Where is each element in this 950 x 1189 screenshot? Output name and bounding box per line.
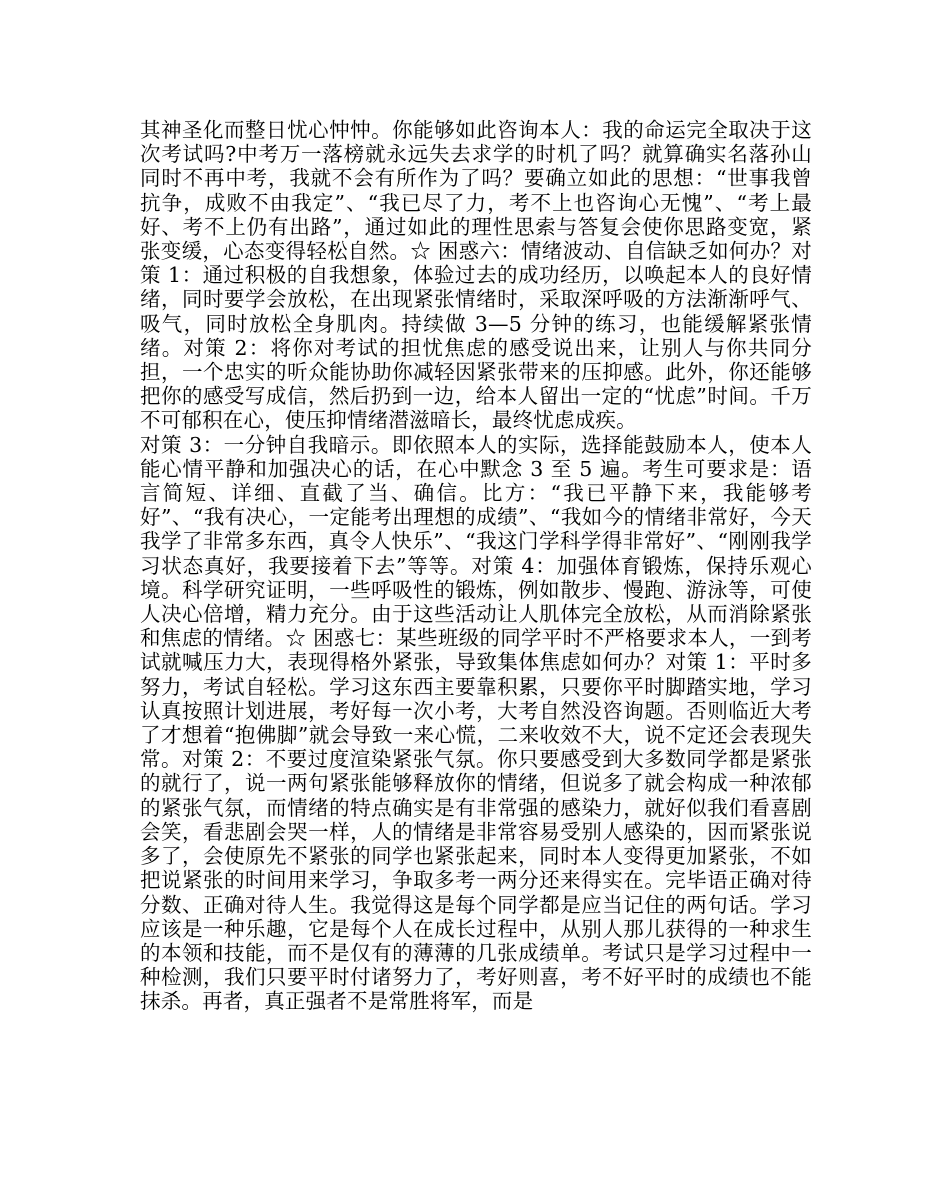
paragraph-1: 其神圣化而整日忧心忡忡。你能够如此咨询本人：我的命运完全取决于这次考试吗?中考万一落榜就永远失去求学的时机了吗？就算确实名落孙山同时不再中考，我就不会有所作为了吗？要确立如此的思想：“世事我曾抗争，成败不由我定”、“我已尽了力，考不上也咨询心无愧”、“考上最好、考不上仍有出路”，通过如此的理性思索与答复会使你思路变宽，紧张变缓，心态变得轻松自然。☆ 困惑六：情绪波动、自信缺乏如何办？对策 1：通过积极的自我想象，体验过去的成功经历，以唤起本人的良好情绪，同时要学会放松，在出现紧张情绪时，采取深呼吸的方法渐渐呼气、吸气，同时放松全身肌肉。持续做 3—5 分钟的练习，也能缓解紧张情绪。对策 2：将你对考试的担忧焦虑的感受说出来，让别人与你共同分担，一个忠实的听众能协助你减轻因紧张带来的压抑感。此外，你还能够把你的感受写成信，然后扔到一边，给本人留出一定的“忧虑”时间。千万不可郁积在心，使压抑情绪潜滋暗长，最终忧虑成疾。 — [140, 118, 812, 433]
paragraph-2: 对策 3：一分钟自我暗示。即依照本人的实际，选择能鼓励本人，使本人能心情平静和加强决心的话，在心中默念 3 至 5 遍。考生可要求是：语言简短、详细、直截了当、确信。比方：“我已平静下来，我能够考好”、“我有决心，一定能考出理想的成绩”、“我如今的情绪非常好，今天我学了非常多东西，真令人快乐”、“我这门学科学得非常好”、“刚刚我学习状态真好，我要接着下去”等等。对策 4：加强体育锻炼，保持乐观心境。科学研究证明，一些呼吸性的锻炼，例如散步、慢跑、游泳等，可使人决心倍增，精力充分。由于这些活动让人肌体完全放松，从而消除紧张和焦虑的情绪。☆ 困惑七：某些班级的同学平时不严格要求本人，一到考试就喊压力大，表现得格外紧张，导致集体焦虑如何办？对策 1：平时多努力，考试自轻松。学习这东西主要靠积累，只要你平时脚踏实地，学习认真按照计划进展，考好每一次小考，大考自然没咨询题。否则临近大考了才想着“抱佛脚”就会导致一来心慌，二来收效不大，说不定还会表现失常。对策 2：不要过度渲染紧张气氛。你只要感受到大多数同学都是紧张的就行了，说一两句紧张能够释放你的情绪，但说多了就会构成一种浓郁的紧张气氛，而情绪的特点确实是有非常强的感染力，就好似我们看喜剧会笑，看悲剧会哭一样，人的情绪是非常容易受别人感染的，因而紧张说多了，会使原先不紧张的同学也紧张起来，同时本人变得更加紧张，不如把说紧张的时间用来学习，争取多考一两分还来得实在。完毕语正确对待分数、正确对待人生。我觉得这是每个同学都是应当记住的两句话。学习应该是一种乐趣，它是每个人在成长过程中，从别人那儿获得的一种求生的本领和技能，而不是仅有的薄薄的几张成绩单。考试只是学习过程中一种检测，我们只要平时付诸努力了，考好则喜，考不好平时的成绩也不能抹杀。再者，真正强者不是常胜将军，而是 — [140, 432, 812, 1014]
document-page — [140, 118, 812, 1014]
